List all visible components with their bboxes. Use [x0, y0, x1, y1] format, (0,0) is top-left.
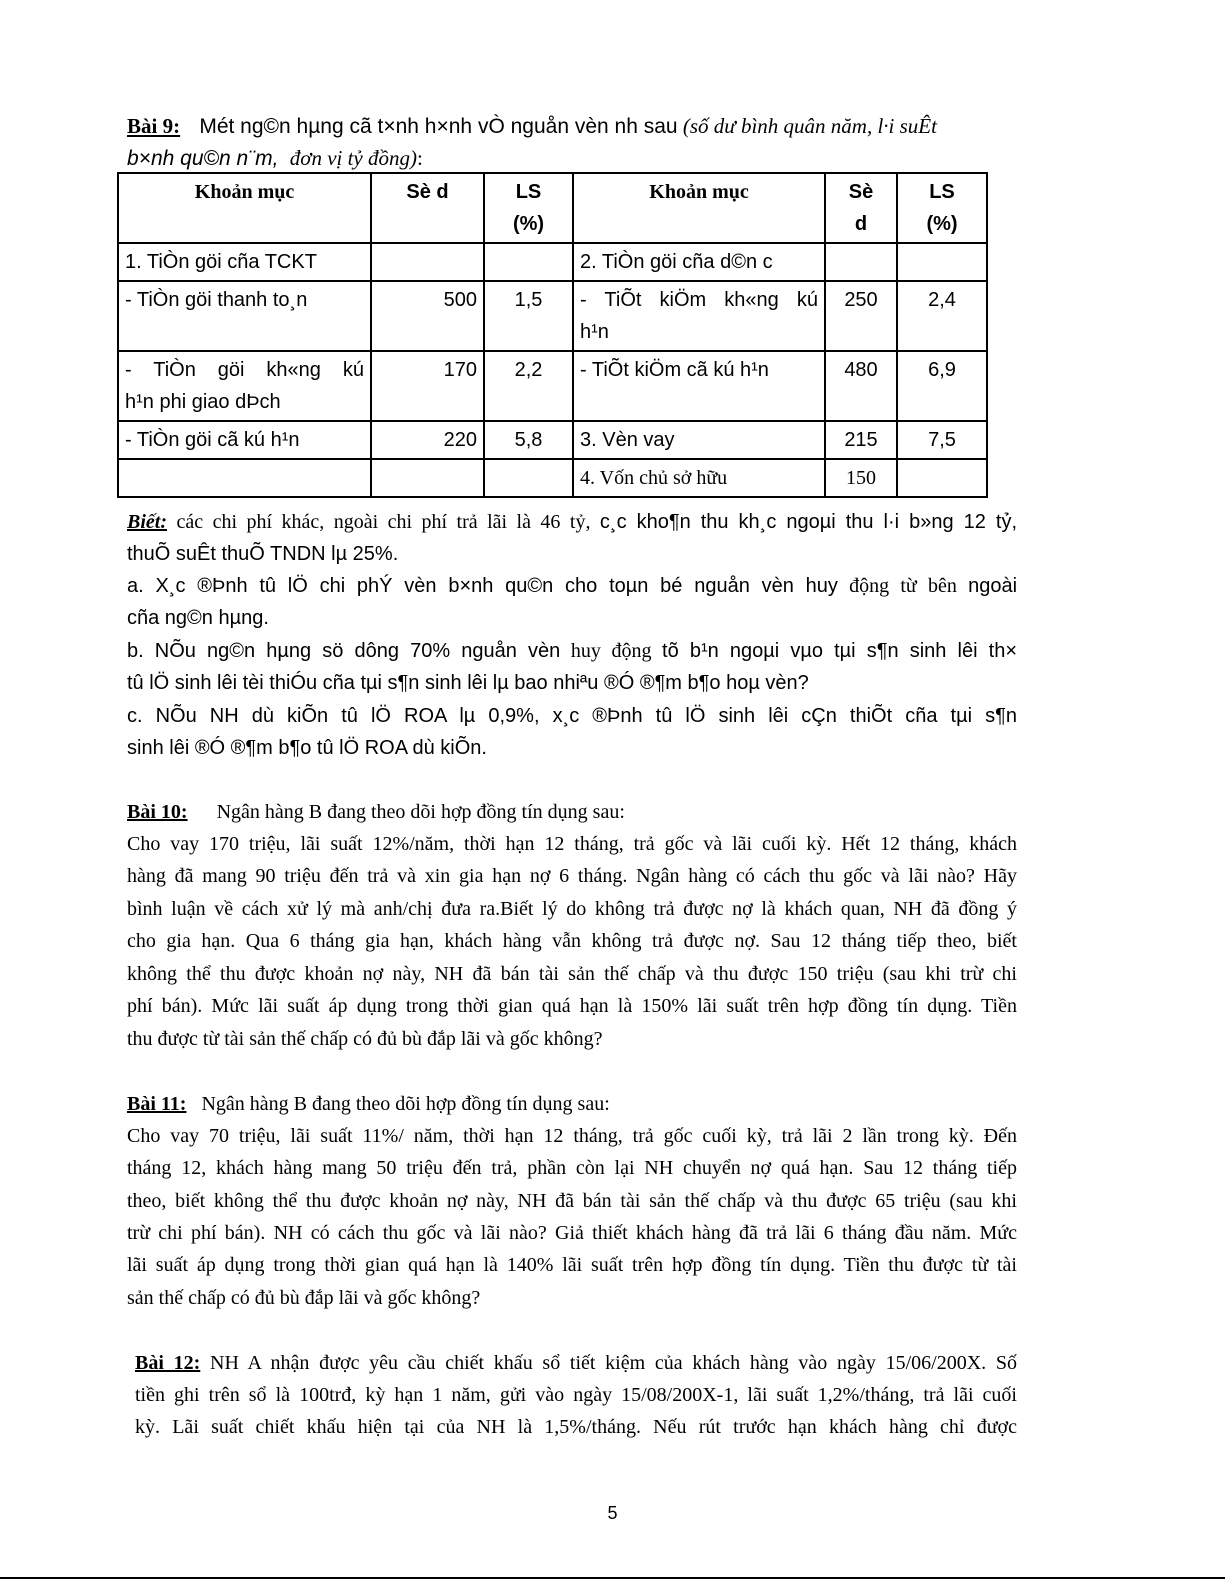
cell: 220: [371, 421, 484, 459]
bai10-subtitle: Ngân hàng B đang theo dõi hợp đồng tín dụng sau:: [216, 801, 625, 823]
question-c-line2: sinh lêi ®Ó ®¶m b¶o tû lÖ ROA dù kiÕn.: [127, 737, 487, 759]
cell: 150: [825, 459, 897, 497]
bai9-title: Bài 9:: [127, 114, 181, 138]
cell: 215: [825, 421, 897, 459]
bai9-line2-b: đơn vị tỷ đồng): [289, 146, 417, 170]
header-ls-2: LS (%): [897, 173, 987, 243]
question-c-line1: c. NÕu NH dù kiÕn tû lÖ ROA lµ 0,9%, x¸c ®Þnh tû lÖ sinh lêi cÇn thiÕt cña tµi s¶n: [127, 705, 1017, 727]
question-b-line1: b. NÕu ng©n hµng sö dông 70% nguån vèn huy động tõ b¹n ngoµi vµo tµi s¶n sinh lêi th×: [127, 640, 1017, 662]
cell: 1,5: [484, 281, 573, 351]
bai9-line2-a: b×nh qu©n n¨m,: [127, 147, 279, 170]
bai12-line1: [135, 1349, 1017, 1377]
cell: 5,8: [484, 421, 573, 459]
bai9-intro-italic: số dư bình quân năm, l·i suÊt: [689, 114, 937, 138]
bai10-line: phí bán). Mức lãi suất áp dụng trong thời gian quá hạn là 150% lãi suất trên hợp đồng tín dụng. Tiền: [127, 995, 1017, 1017]
bai10-line: không thể thu được khoản nợ này, NH đã bán tài sản thế chấp và thu được 150 triệu (sau khi trừ chi: [127, 963, 1017, 985]
cell: 250: [825, 281, 897, 351]
bai9-line2-colon: :: [417, 146, 423, 170]
table-row: [118, 459, 987, 497]
biet-serif-text: các chi phí khác, ngoài chi phí trả lãi là 46 tỷ,: [176, 511, 591, 533]
question-b-line2: tû lÖ sinh lêi tèi thiÓu cña tµi s¶n sinh lêi lµ bao nhiªu ®Ó ®¶m b¶o hoµ vèn?: [127, 672, 809, 694]
bai11-line: tháng 12, khách hàng mang 50 triệu đến trả, phần còn lại NH chuyển nợ quá hạn. Sau 12 tháng tiếp: [127, 1157, 1017, 1179]
cell: 2. TiÒn göi cña d©n c: [573, 243, 825, 281]
bai11-line: trừ chi phí bán). NH có cách thu gốc và lãi nào? Giả thiết khách hàng đã trả lãi 6 tháng đầu năm. Mức: [127, 1222, 1017, 1244]
question-a-line2: cña ng©n hµng.: [127, 607, 269, 629]
cell: 170: [371, 351, 484, 421]
cell: - TiÒn göi cã kú h¹n: [118, 421, 371, 459]
biet-sans-text: c¸c kho¶n thu kh¸c ngoµi thu l·i b»ng 12 tỷ,: [599, 511, 1017, 533]
cell: 1. TiÒn göi cña TCKT: [118, 243, 371, 281]
cell: [825, 243, 897, 281]
bai9-heading: [127, 112, 1017, 141]
bai10-line: hàng đã mang 90 triệu đến trả và xin gia hạn nợ 6 tháng. Ngân hàng có cách thu gốc và lãi nào? Hãy: [127, 865, 1017, 887]
question-a-line1: a. X¸c ®Þnh tû lÖ chi phÝ vèn b×nh qu©n cho toµn bé nguån vèn huy động từ bên ngoài: [127, 575, 1017, 597]
bai11-line: lãi suất áp dụng trong thời gian quá hạn là 140% lãi suất trên hợp đồng tín dụng. Tiền thu được từ tài: [127, 1254, 1017, 1276]
cell: 2,2: [484, 351, 573, 421]
bai12-line1-text: NH A nhận được yêu cầu chiết khấu sổ tiết kiệm của khách hàng vào ngày 15/06/200X. Số: [210, 1352, 1017, 1374]
bai10-line: thu được từ tài sản thế chấp có đủ bù đắp lãi và gốc không?: [127, 1028, 603, 1050]
footer-divider: [0, 1577, 1225, 1579]
cell: - TiÕt kiÖm kh«ng kú h¹n: [573, 281, 825, 351]
cell: - TiÕt kiÖm cã kú h¹n: [573, 351, 825, 421]
cell: 500: [371, 281, 484, 351]
biet-label: Biết:: [127, 511, 167, 533]
bai11-line: sản thế chấp có đủ bù đắp lãi và gốc không?: [127, 1287, 481, 1309]
bai11-heading: [127, 1090, 610, 1118]
cell: [897, 243, 987, 281]
cell: [484, 459, 573, 497]
table-row: [118, 421, 987, 459]
header-khoan-muc-2: Khoản mục: [573, 173, 825, 243]
bai12-title: Bài 12:: [135, 1352, 201, 1374]
bai12-line: tiền ghi trên sổ là 100trđ, kỳ hạn 1 năm, gửi vào ngày 15/08/200X-1, lãi suất 1,2%/tháng, trả lãi cuối: [135, 1384, 1017, 1406]
bai10-line: Cho vay 170 triệu, lãi suất 12%/năm, thời hạn 12 tháng, trả gốc và lãi cuối kỳ. Hết 12 tháng, khách: [127, 833, 1017, 855]
bai11-line: Cho vay 70 triệu, lãi suất 11%/ năm, thời hạn 12 tháng, trả gốc cuối kỳ, trả lãi 2 lần trong kỳ. Đến: [127, 1125, 1017, 1147]
table-row: [118, 281, 987, 351]
cell: [118, 459, 371, 497]
cell: [371, 243, 484, 281]
cell: 480: [825, 351, 897, 421]
cell: 4. Vốn chủ sở hữu: [573, 459, 825, 497]
cell: [484, 243, 573, 281]
header-khoan-muc-1: Khoản mục: [118, 173, 371, 243]
cell: 6,9: [897, 351, 987, 421]
bai11-title: Bài 11:: [127, 1093, 187, 1115]
cell: - TiÒn göi thanh to¸n: [118, 281, 371, 351]
cell: 3. Vèn vay: [573, 421, 825, 459]
bai10-title: Bài 10:: [127, 801, 188, 823]
header-ls-1: LS (%): [484, 173, 573, 243]
bai10-heading: [127, 798, 625, 826]
table-row: [118, 351, 987, 421]
bai9-intro: Mét ng©n hµng cã t×nh h×nh vÒ nguån vèn nh sau: [199, 115, 678, 138]
biet-line2: thuÕ suÊt thuÕ TNDN lµ 25%.: [127, 543, 399, 565]
table-row: [118, 243, 987, 281]
source-of-funds-table: [117, 172, 988, 498]
biet-line1: [127, 508, 1017, 536]
page-number: 5: [607, 1503, 618, 1523]
table-header-row: [118, 173, 987, 243]
cell: 2,4: [897, 281, 987, 351]
bai10-line: cho gia hạn. Qua 6 tháng gia hạn, khách hàng vẫn không trả được nợ. Sau 12 tháng tiếp theo, biết: [127, 930, 1017, 952]
bai9-heading-line2: [127, 144, 423, 173]
bai9-intro-open: (: [682, 114, 690, 138]
bai12-line: kỳ. Lãi suất chiết khấu hiện tại của NH là 1,5%/tháng. Nếu rút trước hạn khách hàng chỉ được: [135, 1416, 1017, 1438]
bai11-line: theo, biết không thể thu được khoản nợ này, NH đã bán tài sản thế chấp và thu được 65 triệu (sau khi: [127, 1190, 1017, 1212]
cell: - TiÒn göi kh«ng kú h¹n phi giao dÞch: [118, 351, 371, 421]
header-so-du-2: Sè d: [825, 173, 897, 243]
cell: [371, 459, 484, 497]
bai10-line: bình luận về cách xử lý mà anh/chị đưa ra.Biết lý do không trả được nợ là khách quan, NH đã đồng ý: [127, 898, 1017, 920]
cell: 7,5: [897, 421, 987, 459]
bai11-subtitle: Ngân hàng B đang theo dõi hợp đồng tín dụng sau:: [201, 1093, 610, 1115]
header-so-du-1: Sè d: [371, 173, 484, 243]
cell: [897, 459, 987, 497]
